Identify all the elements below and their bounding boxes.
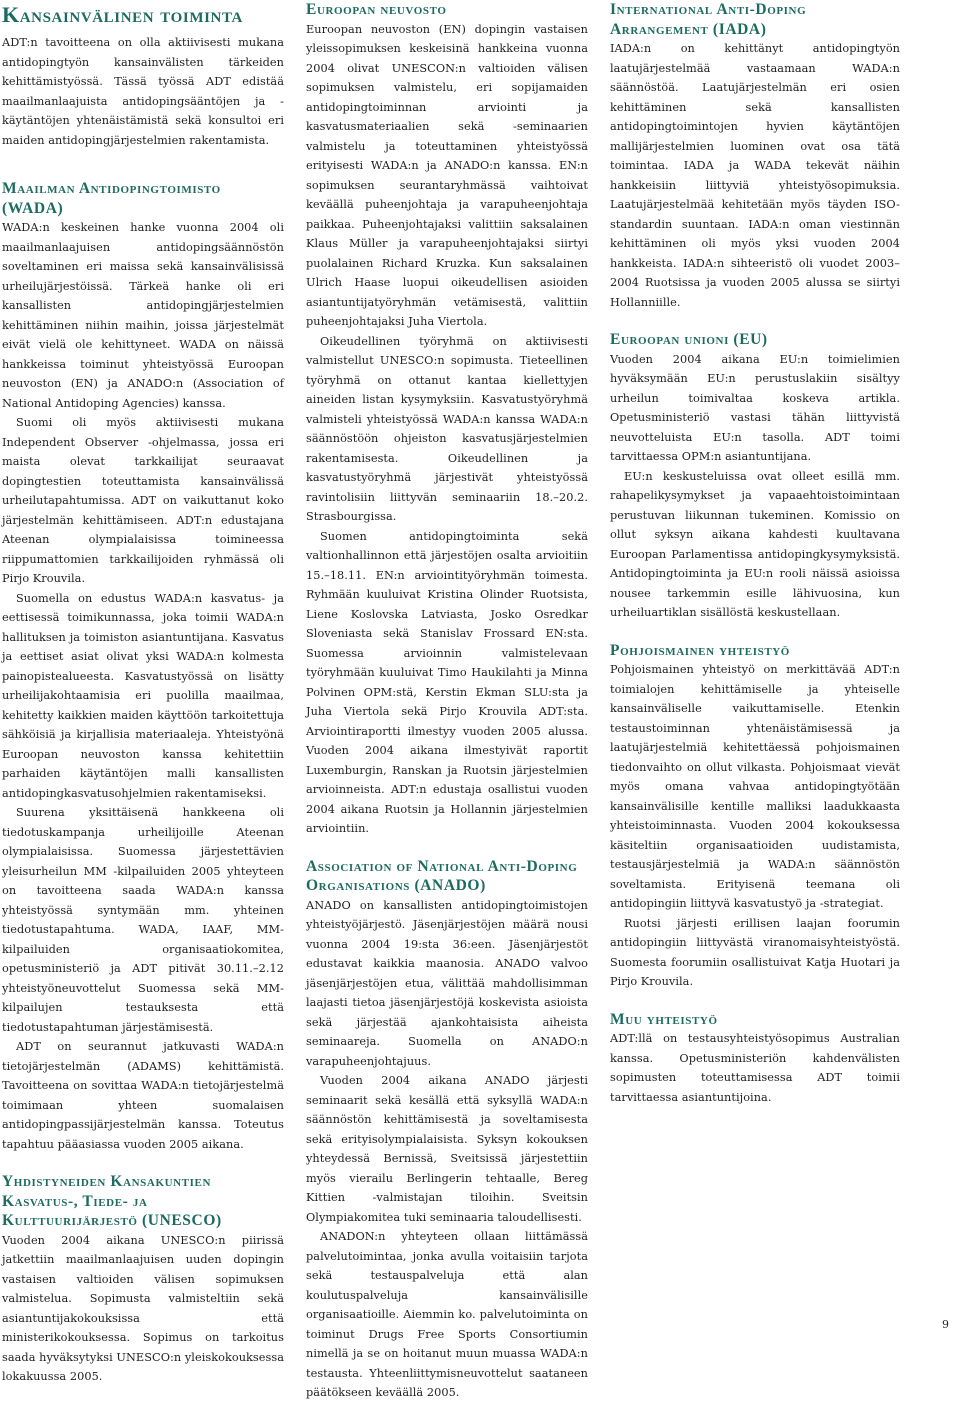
paragraph: Vuoden 2004 aikana EU:n toimielimien hyväksymään EU:n perustuslakiin sisältyy urheilun toimivaltaa koskeva artikla. Opetusministeriö vastasi tähän liittyvistä neuvotteluista EU:n tasolla. ADT toimi tarvittaessa OPM:n asiantuntijana. (610, 352, 900, 463)
column-1 (2, 0, 284, 1405)
paragraph: ANADO on kansallisten antidopingtoimistojen yhteistyöjärjestö. Jäsenjärjestöjen määrä nousi vuonna 2004 19:sta 36:een. Jäsenjärjestöt edustavat kaikkia maanosia. ANADO valvoo jäsenjärjestöjen etua, välittää mahdollisimman laajasti tietoa jäsenjärjestöjä koskevista asioista sekä järjestää ajankohtaisista aiheista seminaareja. Suomella on ANADO:n varapuheenjohtajuus. (306, 898, 588, 1068)
unesco-heading: Yhdistyneiden Kansakuntien Kasvatus-, Tiede- ja Kulttuurijärjestö (UNESCO) (2, 1173, 222, 1229)
paragraph: Euroopan neuvoston (EN) dopingin vastaisen yleissopimuksen keskeisinä hankkeina vuonna 2004 olivat UNESCON:n valtioiden välisen sopimuksen valmistelu, eri sopijamaiden antidopingtoiminnan arviointi ja kasvatusmateriaalien sekä -seminaarien valmistelu ja toteuttaminen yhteistyössä erityisesti WADA:n ja ANADO:n kanssa. EN:n sopimuksen seurantaryhmässä vaihtoivat keväällä puheenjohtaja ja varapuheenjohtaja paikkaa. Puheenjohtajaksi valittiin saksalainen Klaus Müller ja varapuheenjohtajaksi siirtyi puolalainen Richard Kruzka. Kun saksalainen Ulrich Haase luopui oikeudellisen asioiden asiantuntijatyöryhmän vetämisestä, valittiin puheenjohtajaksi Juha Viertola. (306, 22, 588, 328)
iada-section (610, 0, 900, 312)
anado-heading: Association of National Anti-Doping Organisations (ANADO) (306, 857, 578, 894)
paragraph: Suomi oli myös aktiivisesti mukana Independent Observer -ohjelmassa, jossa eri maista olevat tarkkailijat seuraavat dopingtestien toteuttamista kansainvälissä urheilutapahtumissa. ADT on vaikuttanut koko järjestelmän kehittämiseen. ADT:n edustajana Ateenan olympialaisissa toimineessa riippumattomien tarkkailijoiden ryhmässä oli Pirjo Krouvila. (2, 416, 284, 585)
paragraph: Vuoden 2004 aikana ANADO järjesti seminaarit sekä kesällä että syksyllä WADA:n säännöstön kehittämisestä ja soveltamisesta sekä erityisolympialaisista. Syksyn kokouksen yhteydessä Bernissä, Sveitsissä järjestettiin myös vierailu Berlingerin tehtaalle, Bereg Kittien -valmistajan tiloihin. Sveitsin Olympiakomitea tuki seminaaria taloudellisesti. (306, 1074, 588, 1224)
paragraph: Suomen antidopingtoiminta sekä valtionhallinnon että järjestöjen osalta arvioitiin 15.–18.11. EN:n arviointityöryhmän toimesta. Ryhmään kuuluivat Kristina Olinder Ruotsista, Liene Koslovska Latviasta, Josko Osredkar Sloveniasta sekä Stanislav Frossard EN:sta. Suomessa arvioinnin valmistelevaan työryhmään kuuluivat Timo Haukilahti ja Minna Polvinen OPM:stä, Kerstin Ekman SLU:sta ja Juha Viertola sekä Pirjo Krouvila ADT:sta. Arviointiraportti ilmestyy vuoden 2005 alussa. Vuoden 2004 aikana ilmestyivät raportit Luxemburgin, Ranskan ja Ruotsin järjestelmien arvioinneista. ADT:n edustaja osallistui vuoden 2004 aikana Ruotsin ja Hollannin järjestelmien arviointiin. (306, 529, 588, 835)
other-section (610, 1010, 900, 1108)
paragraph: ADT:n tavoitteena on olla aktiivisesti mukana antidopingtyön kansainvälisten tärkeiden kehittämistyössä. Tässä työssä ADT edistää maailmanlaajuista antidopingsääntöjen ja -käytäntöjen yhtenäistämistä sekä konsultoi eri maiden antidopingjärjestelmien rakentamista. (2, 36, 284, 147)
paragraph: IADA:n on kehittänyt antidopingtyön laatujärjestelmää vastaamaan WADA:n säännöstöä. Laatujärjestelmän eri osien kehittäminen sekä kansallisten antidopingtoimintojen hyvien käytäntöjen mallijärjestelmien luominen ovat osa tätä toimintaa. IADA ja WADA tekevät näihin hankkeisiin liittyviä yhteistyösopimuksia. Laatujärjestelmää kehitetään myös täyden ISO-standardin suuntaan. IADA:n oman viestinnän kehittäminen oli myös yksi vuoden 2004 hankkeista. IADA:n sihteeristö oli vuodet 2003–2004 Ruotsissa ja vuoden 2005 alussa se siirtyi Hollanniille. (610, 42, 900, 309)
coe-section (306, 0, 588, 839)
column-2 (306, 0, 588, 1421)
coe-heading: Euroopan neuvosto (306, 1, 447, 18)
wada-section (2, 179, 284, 1154)
page-number: 9 (942, 1318, 949, 1331)
eu-heading: Euroopan unioni (EU) (610, 331, 768, 348)
column-3 (610, 0, 900, 1125)
paragraph: WADA:n keskeinen hanke vuonna 2004 oli maailmanlaajuisen antidopingsäännöstön soveltaminen eri maissa sekä kansainvälisissä urheilujärjestöissä. Tärkeä hanke oli eri kansallisten antidopingjärjestelmien kehittäminen niihin maihin, joissa järjestelmät eivät vielä ole kehittyneet. WADA on näissä hankkeissa toiminut yhteistyössä Euroopan neuvoston (EN) ja ANADO:n (Association of National Antidoping Agencies) kanssa. (2, 221, 284, 410)
paragraph: Oikeudellinen työryhmä on aktiivisesti valmistellut UNESCO:n sopimusta. Tieteellinen työryhmä on ottanut kantaa kiellettyjen aineiden listan kysymyksiin. Kasvatustyöryhmä valmisteli yhteistyössä WADA:n kanssa WADA:n säännöstöön ohjeiston kasvatusjärjestelmien rakentamisesta. Oikeudellinen ja kasvatustyöryhmä järjestivät yhteistyössä ravintolisiin liittyvän seminaariin 18.–20.2. Strasbourgissa. (306, 334, 588, 523)
paragraph: Vuoden 2004 aikana UNESCO:n piirissä jatkettiin maailmanlaajuisen uuden dopingin vastaisen valtioiden välisen sopimuksen valmistelua. Sopimusta valmisteltiin sekä asiantuntijakokouksissa että ministerikokouksessa. Sopimus on tarkoitus saada hyväksytyksi UNESCO:n yleiskokouksessa lokakuussa 2005. (2, 1233, 284, 1383)
paragraph: ANADON:n yhteyteen ollaan liittämässä palvelutoimintaa, jonka avulla voitaisiin tarjota sekä testauspalveluja että alan koulutuspalveluja kansainvälisille organisaatioille. Aiemmin ko. palvelutoiminta on toiminut Drugs Free Sports Consortiumin nimellä ja se on hoitanut muun muassa WADA:n testausta. Yhteenliittymisneuvottelut saataneen päätökseen keväällä 2005. (306, 1230, 588, 1399)
paragraph: Pohjoismainen yhteistyö on merkittävää ADT:n toimialojen kehittämiselle ja yhteiselle kansainväliselle vaikuttamiselle. Etenkin testaustoiminnan yhtenäistämisessä ja laatujärjestelmiä kehitettäessä pohjoismainen tiedonvaihto on ollut vilkasta. Pohjoismaat vievät myös omana vahvaa antidopingtyötään kansainvälisille kentille malliksi laadukkaasta yhteistoiminnasta. Vuoden 2004 kokouksessa käsiteltiin organisaatioiden uudistamista, testausjärjestelmiä ja WADA:n säännöstön soveltamista. Erityisenä teemana oli antidopingiin liittyvä kasvatustyö ja -strategiat. (610, 663, 900, 910)
paragraph: Suomella on edustus WADA:n kasvatus- ja eettisessä toimikunnassa, joka toimii WADA:n hallituksen ja toimiston asiantuntijana. Kasvatus ja eettiset asiat olivat yksi WADA:n kolmesta painopistealueesta. Kasvatustyössä on lisätty urheilijakohtaamisia eri puolilla maailmaa, kehitetty kaikkien maiden käyttöön tarkoitettuja sähköisiä ja kirjallisia materiaaleja. Yhteistyönä Euroopan neuvoston kanssa kehitettiin parhaiden käytäntöjen malli kansallisten antidopingkasvatusohjelmien rakentamiseksi. (2, 591, 284, 800)
paragraph: ADT on seurannut jatkuvasti WADA:n tietojärjestelmän (ADAMS) kehittämistä. Tavoitteena on sovittaa WADA:n tietojärjestelmä toimimaan yhteen suomalaisen antidopingpassijärjestelmän kanssa. Toteutus tapahtuu pääasiassa vuoden 2005 aikana. (2, 1040, 284, 1151)
paragraph: EU:n keskusteluissa ovat olleet esillä mm. rahapelikysymykset ja vapaaehtoistoimintaan perustuvan liikunnan tukeminen. Komissio on ollut syksyn aikana kahdesti kuultavana Euroopan Parlamentissa antidopingkysymyksistä. Antidopingtoiminta ja EU:n rooli näissä asioissa nousee tarkemmin esille lähivuosina, kun urheiluartiklan sisällöstä keskustellaan. (610, 469, 900, 619)
nordic-heading: Pohjoismainen yhteistyö (610, 641, 790, 659)
paragraph: ADT:llä on testausyhteistyösopimus Australian kanssa. Opetusministeriön kahdenvälisten sopimusten toteuttamisessa ADT toimii tarvittaessa asiantuntijoina. (610, 1032, 900, 1104)
other-heading: Muu yhteistyö (610, 1010, 718, 1028)
eu-section (610, 330, 900, 623)
page-title: Kansainvälinen toiminta (2, 2, 243, 27)
nordic-section (610, 641, 900, 992)
iada-heading: International Anti-Doping Arrangement (IADA) (610, 1, 807, 38)
unesco-section (2, 1172, 284, 1387)
paragraph: Suurena yksittäisenä hankkeena oli tiedotuskampanja urheilijoille Ateenan olympialaisissa. Suomessa järjestettävien yleisurheilun MM -kilpailuiden 2005 yhteyteen on tavoitteena saada WADA:n kanssa yhteistyössä syntymään mm. yhteinen tiedotustapahtuma. WADA, IAAF, MM-kilpailuiden organisaatiokomitea, opetusministeriö ja ADT pitivät 30.11.–2.12 yhteistyöneuvottelut Suomessa sekä MM-kilpailujen testauksesta että tiedotustapahtuman järjestämisestä. (2, 806, 284, 1034)
paragraph: Ruotsi järjesti erillisen laajan foorumin antidopingiin liittyvästä viranomaisyhteistyöstä. Suomesta foorumiin osallistuivat Katja Huotari ja Pirjo Krouvila. (610, 916, 900, 988)
wada-heading: Maailman Antidopingtoimisto (WADA) (2, 180, 221, 217)
anado-section (306, 857, 588, 1403)
intro-section (2, 33, 284, 150)
